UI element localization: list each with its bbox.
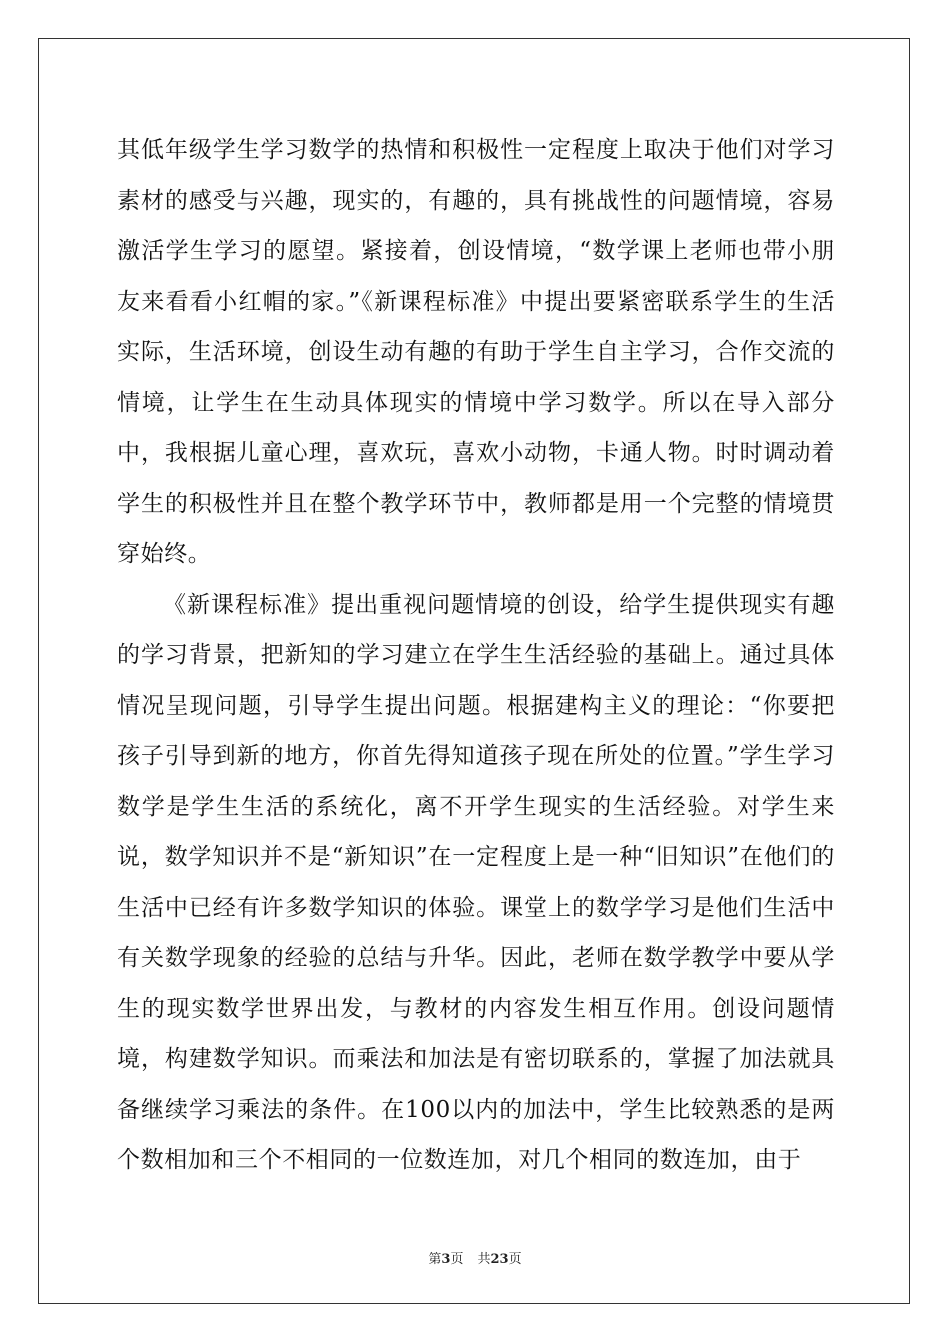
paragraph-2: 《新课程标准》提出重视问题情境的创设，给学生提供现实有趣的学习背景，把新知的学习建立在学生生活经验的基础上。通过具体情况呈现问题，引导学生提出问题。根据建构主义的理论：“你要把孩子引导到新的地方，你首先得知道孩子现在所处的位置。”学生学习数学是学生生活的系统化，离不开学生现实的生活经验。对学生来说，数学知识并不是“新知识”在一定程度上是一种“旧知识”在他们的生活中已经有许多数学知识的体验。课堂上的数学学习是他们生活中有关数学现象的经验的总结与升华。因此，老师在数学教学中要从学生的现实数学世界出发，与教材的内容发生相互作用。创设问题情境，构建数学知识。而乘法和加法是有密切联系的，掌握了加法就具备继续学习乘法的条件。在100以内的加法中，学生比较熟悉的是两个数相加和三个不相同的一位数连加，对几个相同的数连加，由于: [117, 591, 835, 1173]
document-body: [117, 125, 835, 1186]
page-footer: [0, 1248, 950, 1267]
page-number: 3: [441, 1252, 451, 1267]
page-prefix: 第: [428, 1252, 442, 1267]
total-pages: 23: [490, 1252, 509, 1267]
paragraph-1: 其低年级学生学习数学的热情和积极性一定程度上取决于他们对学习素材的感受与兴趣，现实的，有趣的，具有挑战性的问题情境，容易激活学生学习的愿望。紧接着，创设情境，“数学课上老师也带小朋友来看看小红帽的家。”《新课程标准》中提出要紧密联系学生的生活实际，生活环境，创设生动有趣的有助于学生自主学习，合作交流的情境，让学生在生动具体现实的情境中学习数学。所以在导入部分中，我根据儿童心理，喜欢玩，喜欢小动物，卡通人物。时时调动着学生的积极性并且在整个教学环节中，教师都是用一个完整的情境贯穿始终。: [117, 137, 835, 567]
total-prefix: 共: [477, 1252, 491, 1267]
page-suffix: 页: [450, 1252, 464, 1267]
total-suffix: 页: [508, 1252, 522, 1267]
